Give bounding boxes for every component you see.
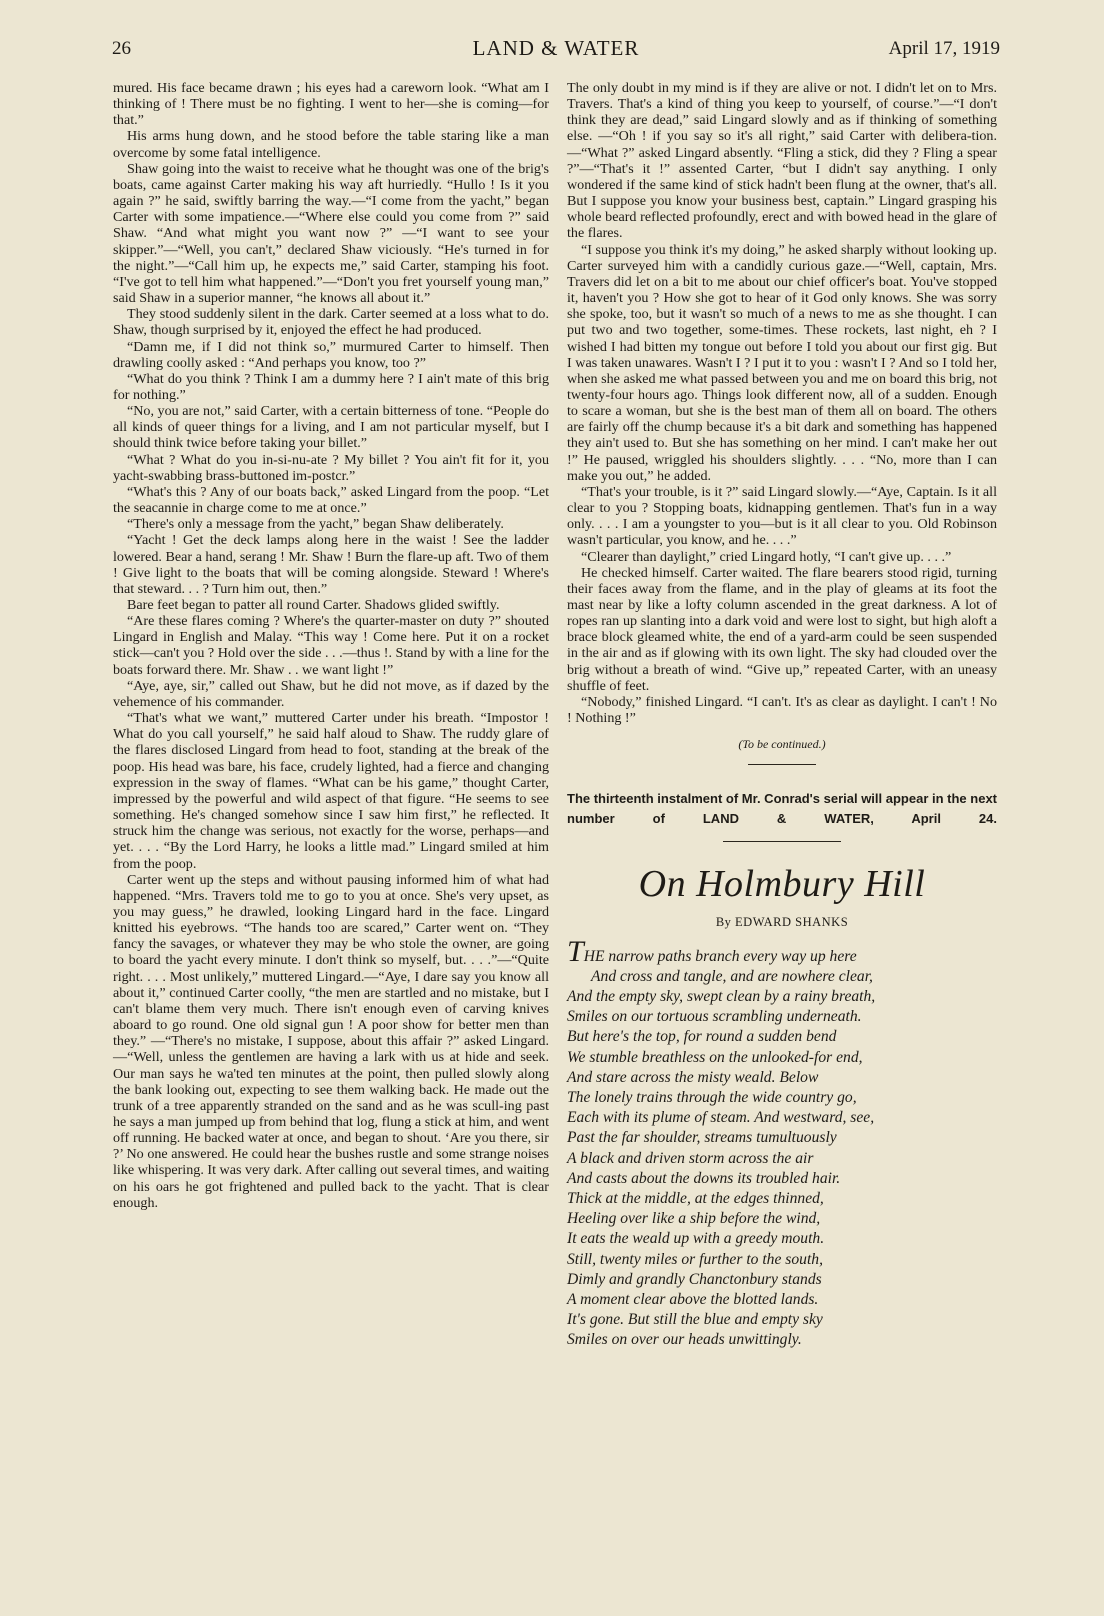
poem-line: Dimly and grandly Chanctonbury stands: [567, 1270, 822, 1288]
paragraph: His arms hung down, and he stood before the table staring like a man overcome by some fatal intelligence.: [113, 128, 549, 161]
paragraph: He checked himself. Carter waited. The flare bearers stood rigid, turning their faces away from the flame, and in the play of gleams at its foot the mast near by like a lofty column ascended in the great darkness. A lot of ropes ran up slanting into a dark void and were lost to sight, but high aloft a brace block gleamed white, the end of a yard-arm could be seen suspended in the air and as if glowing with its own light. The sky had clouded over the brig without a breath of wind. “Give up,” repeated Carter, with an uneasy shuffle of feet.: [567, 564, 997, 694]
drop-cap: T: [567, 934, 584, 968]
divider: [748, 764, 816, 765]
paragraph: The only doubt in my mind is if they are alive or not. I didn't let on to Mrs. Travers. That's a kind of thing you keep to yourself, of course.”—“I don't think they are dead,” said Lingard slowly and as if thinking of something else. —“Oh ! if you say so it's all right,” said Carter with delibera-tion.—“What ?” asked Lingard absently. “Fling a stick, did they ? Fling a spear ?”—“That's it !” assented Carter, “but I didn't say anything. I only wondered if the same kind of stick hadn't been flung at the owner, that's all. But I suppose you know your business best, captain.” Lingard grasping his whole beard reflected profoundly, erect and with bowed head in the glare of the flares.: [567, 80, 997, 242]
poem-line: And casts about the downs its troubled hair.: [567, 1169, 841, 1187]
poem-line: Thick at the middle, at the edges thinned,: [567, 1190, 824, 1207]
poem-line: A moment clear above the blotted lands.: [567, 1291, 819, 1309]
poem-line: Smiles on over our heads unwittingly.: [567, 1331, 802, 1349]
poem-line: Heeling over like a ship before the wind,: [567, 1210, 821, 1228]
poem-line: But here's the top, for round a sudden bend: [567, 1028, 837, 1046]
poem-line: Past the far shoulder, streams tumultuously: [567, 1129, 837, 1147]
serial-notice: The thirteenth instalment of Mr. Conrad's serial will appear in the next number of LAND & WATER, April 24.: [567, 791, 998, 827]
poem-line: And the empty sky, swept clean by a rainy breath,: [567, 987, 876, 1005]
to-be-continued: (To be continued.): [738, 737, 826, 752]
paragraph: “That's your trouble, is it ?” said Lingard slowly.—“Aye, Captain. Is it all clear to you ? Stopping boats, kidnapping gentlemen. That's fun in a way only. . . . I am a youngster to you—but is it all clear to you. Old Robinson wasn't particular, you know, and he. . . .”: [567, 483, 997, 549]
paragraph: Shaw going into the waist to receive what he thought was one of the brig's boats, came against Carter making his way aft hurriedly. “Hullo ! Is it you again ?” he said, swiftly barring the way.—“I come from the yacht,” began Carter with some impatience.—“Where else could you come from ?” said Shaw. “And what might you want now ?” —“I want to see your skipper.”—“Well, you can't,” declared Shaw viciously. “He's turned in for the night.”—“Call him up, he expects me,” said Carter, stamping his foot. “I've got to tell him what happened.”—“Don't you fret yourself young man,” said Shaw in a superior manner, “he knows all about it.”: [113, 160, 549, 307]
left-column: [113, 80, 549, 1211]
paragraph: “Nobody,” finished Lingard. “I can't. It's as clear as daylight. I can't ! No ! Nothing !”: [567, 693, 997, 727]
poem-line: It eats the weald up with a greedy mouth.: [567, 1230, 825, 1248]
poem-line: It's gone. But still the blue and empty sky: [567, 1311, 823, 1329]
paragraph: “Are these flares coming ? Where's the quarter-master on duty ?” shouted Lingard in English and Malay. “This way ! Come here. Put it on a rocket stick—can't you ? Hold over the side . . .—thus !. Stand by with a line for the boats forward there. Mr. Shaw . . we want light !”: [113, 613, 549, 678]
poem-line: A black and driven storm across the air: [567, 1149, 814, 1167]
paragraph: “No, you are not,” said Carter, with a certain bitterness of tone. “People do all kinds of queer things for a living, and I am not particular myself, but I should think twice before taking your billet.”: [113, 403, 549, 452]
paragraph: mured. His face became drawn ; his eyes had a careworn look. “What am I thinking of ! There must be no fighting. I went to her—she is coming—for that.”: [113, 80, 549, 129]
page-number: 26: [112, 38, 131, 59]
paragraph: “What ? What do you in-si-nu-ate ? My billet ? You ain't fit for it, you yacht-swabbing brass-buttoned im-postcr.”: [113, 451, 549, 484]
poem-line: Smiles on our tortuous scrambling underneath.: [567, 1008, 862, 1026]
paragraph: “Damn me, if I did not think so,” murmured Carter to himself. Then drawling coolly asked : “And perhaps you know, too ?”: [113, 338, 549, 371]
poem-line: Each with its plume of steam. And westward, see,: [567, 1109, 875, 1127]
divider: [723, 841, 841, 842]
page-header: [112, 36, 1000, 66]
poem-line: Still, twenty miles or further to the south,: [567, 1250, 823, 1268]
right-column: [567, 80, 997, 1351]
poem-line: And stare across the misty weald. Below: [567, 1068, 819, 1086]
paragraph: Carter went up the steps and without pausing informed him of what had happened. “Mrs. Travers told me to go to you at once. She's very upset, as you may guess,” he drawled, looking Lingard hard in the face. Lingard knitted his eyebrows. “The hands too are scared,” Carter went on. “They fancy the savages, or whatever they may be who stole the owner, are going to board the yacht every minute. I don't think so myself, but. . . .”—“Quite right. . . . Most unlikely,” muttered Lingard.—“Aye, I dare say you know all about it,” continued Carter coolly, “the men are startled and no mistake, but I can't blame them very much. There isn't enough even of carving knives aboard to go round. One old signal gun ! A poor show for better men than they.” —“There's no mistake, I suppose, about this affair ?” asked Lingard.—“Well, unless the gentlemen are having a lark with us at hide and seek. Our man says he wa'ted ten minutes at the point, then pulled slowly along the bank looking out, expecting to see them walking back. He made out the trunk of a tree apparently stranded on the sand and as he was scull-ing past he says a man jumped up from behind that log, flung a stick at him, and went off running. He backed water at once, and began to shout. ‘Are you there, sir ?’ No one answered. He could hear the bushes rustle and some strange noises like whispering. It was very dark. After calling out several times, and waiting on his oars he got frightened and pulled back to the yacht. That is clear enough.: [113, 871, 549, 1211]
paragraph: “That's what we want,” muttered Carter under his breath. “Impostor ! What do you call yourself,” he said half aloud to Shaw. The ruddy glare of the flares disclosed Lingard from head to foot, standing at the break of the poop. His head was bare, his face, crudely lighted, had a fierce and changing expression in the sway of flames. “What can be his game,” thought Carter, impressed by the powerful and wild aspect of that figure. “He seems to see something. He's changed somehow since I saw him first,” he reflected. It struck him the change was serious, not exactly for the worse, perhaps—and yet. . . . “By the Lord Harry, he looks a little mad.” Lingard smiled at him from the poop.: [113, 710, 549, 872]
paragraph: Bare feet began to patter all round Carter. Shadows glided swiftly.: [127, 597, 500, 613]
paragraph: “Yacht ! Get the deck lamps along here in the waist ! See the ladder lowered. Bear a hand, serang ! Mr. Shaw ! Burn the flare-up aft. Two of them ! Give light to the boats that will be coming alongside. Steward ! Where's that steward. . . ? Turn him out, then.”: [113, 532, 549, 597]
poem-title: On Holmbury Hill: [638, 863, 926, 906]
paragraph: “Aye, aye, sir,” called out Shaw, but he did not move, as if dazed by the vehemence of his commander.: [113, 677, 549, 710]
paragraph: “There's only a message from the yacht,” began Shaw deliberately.: [127, 516, 504, 533]
poem-line: And cross and tangle, and are nowhere clear,: [591, 967, 873, 985]
paragraph: “Clearer than daylight,” cried Lingard hotly, “I can't give up. . . .”: [581, 548, 952, 565]
issue-date: April 17, 1919: [888, 38, 1000, 59]
poem-line: We stumble breathless on the unlooked-for end,: [567, 1048, 863, 1066]
publication-title: LAND & WATER: [472, 36, 640, 60]
paragraph: They stood suddenly silent in the dark. Carter seemed at a loss what to do. Shaw, though surprised by it, enjoyed the effect he had produced.: [113, 306, 549, 339]
poem-body: [567, 934, 997, 1351]
poem-line: THE narrow paths branch every way up here: [567, 934, 857, 968]
paragraph: “What's this ? Any of our boats back,” asked Lingard from the poop. “Let the seacannie in charge come to me at once.”: [113, 483, 549, 517]
poem-byline: By EDWARD SHANKS: [715, 915, 849, 930]
poem-line: The lonely trains through the wide country go,: [567, 1088, 857, 1106]
paragraph: “What do you think ? Think I am a dummy here ? I ain't mate of this brig for nothing.”: [113, 370, 549, 403]
paragraph: “I suppose you think it's my doing,” he asked sharply without looking up. Carter surveyed him with a candidly curious gaze.—“Well, captain, Mrs. Travers did let on a bit to me about our chief officer's boat. You've stopped it, haven't you ? How she got to hear of it God only knows. She was sorry she spoke, too, but it wasn't so much of a news to me as she thought. I can put two and two together, some-times. These rockets, last night, eh ? I wished I had bitten my tongue out before I told you about our first gig. But I was taken unawares. Wasn't I ? I put it to you : wasn't I ? And so I told her, when she asked me what passed between you and me on board this brig, not twenty-four hours ago. Things look different now, all of a sudden. Enough to scare a woman, but she is the best man of them all on board. The others are fairly off the chump because it's a bit dark and something has happened they ain't used to. But she has something on her mind. I can't make her out !” He paused, wriggled his shoulders slightly. . . . “No, more than I can make you out,” he added.: [567, 241, 997, 484]
